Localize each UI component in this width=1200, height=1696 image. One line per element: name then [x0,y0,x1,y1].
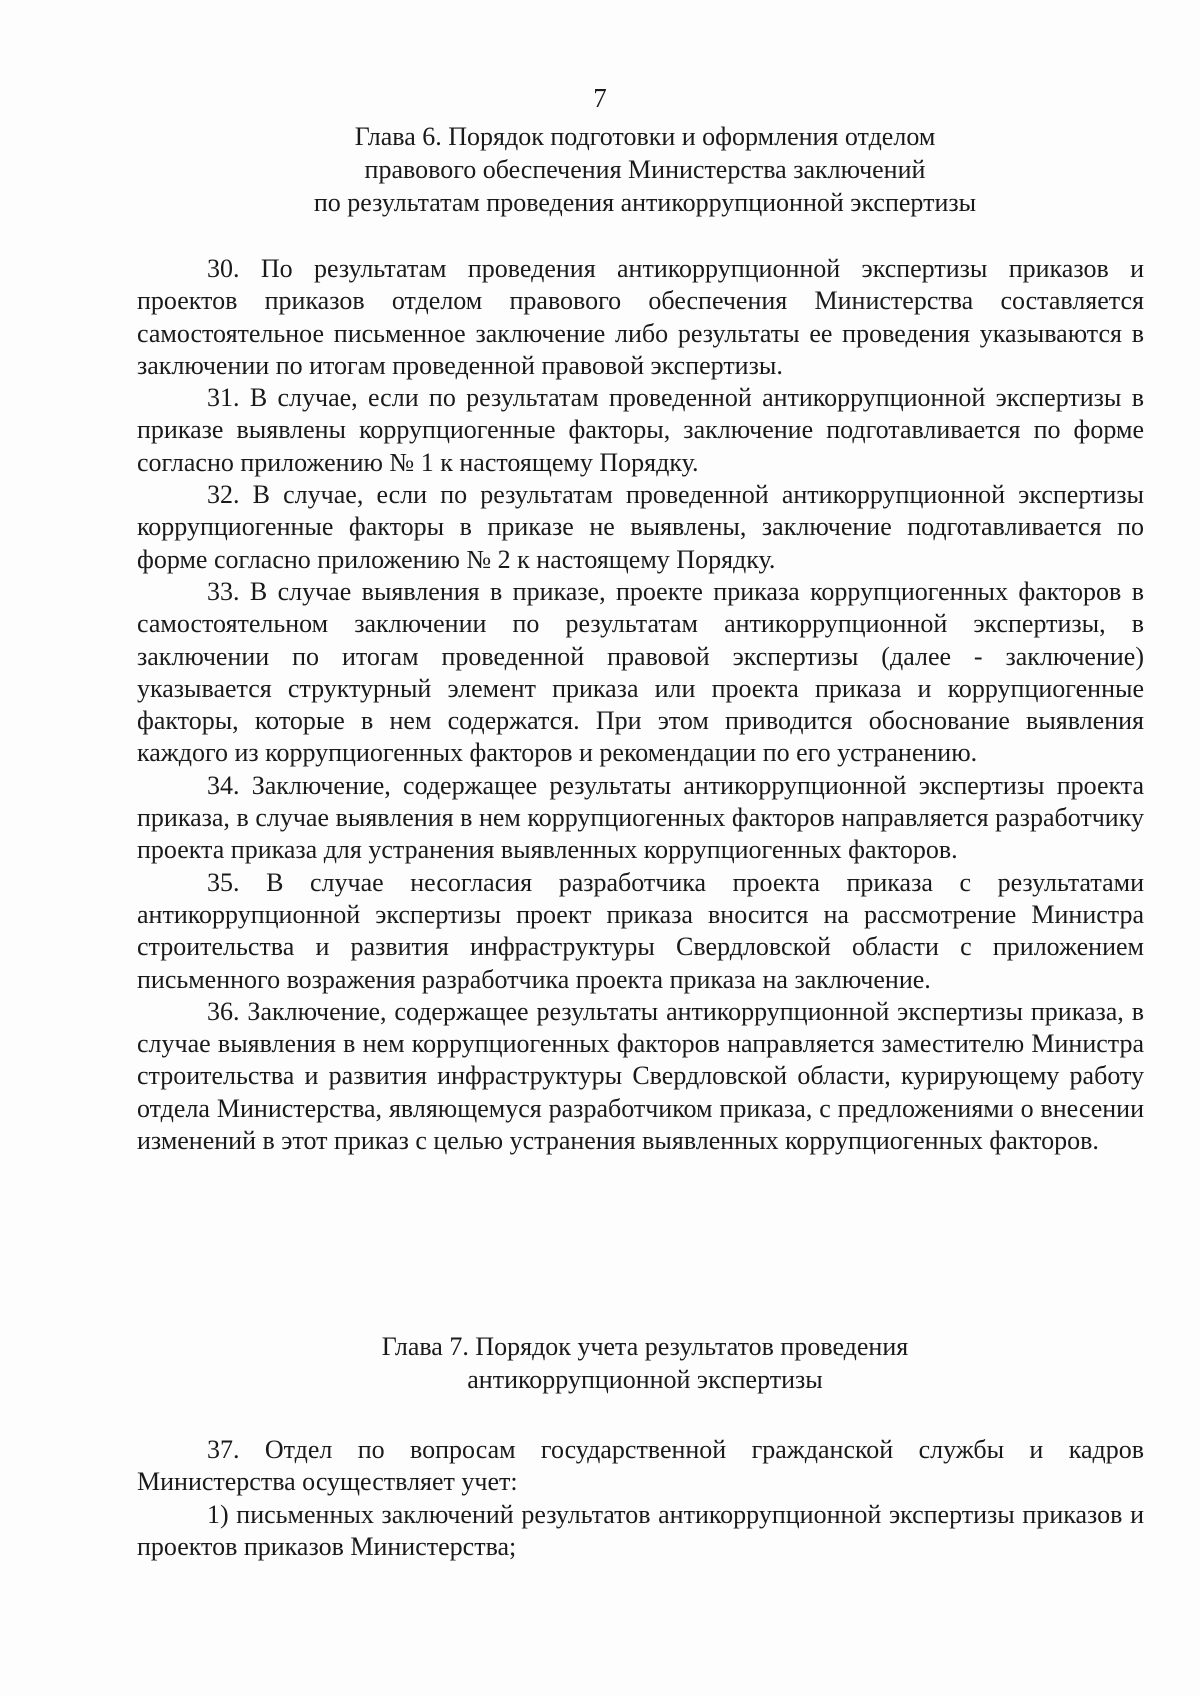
chapter-6-body [137,253,1144,1157]
chapter-6-title-line: правового обеспечения Министерства заключений [364,155,926,184]
paragraph-33: 33. В случае выявления в приказе, проекте приказа коррупциогенных факторов в самостоятельном заключении по результатам антикоррупционной экспертизы, в заключении по итогам проведенной правовой экспертизы (далее - заключение) указывается структурный элемент приказа или проекта приказа и коррупциогенные факторы, которые в нем содержатся. При этом приводится обоснование выявления каждого из коррупциогенных факторов и рекомендации по его устранению. [137,576,1144,768]
chapter-7-body [137,1434,1144,1563]
paragraph-31: 31. В случае, если по результатам проведенной антикоррупционной экспертизы в приказе выявлены коррупциогенные факторы, заключение подготавливается по форме согласно приложению № 1 к настоящему Порядку. [137,383,1144,477]
paragraph-37-item-1: 1) письменных заключений результатов антикоррупционной экспертизы приказов и проектов приказов Министерства; [137,1499,1144,1561]
chapter-7-title-line: антикоррупционной экспертизы [467,1365,823,1394]
chapter-7-title [150,1330,1140,1396]
paragraph-32: 32. В случае, если по результатам проведенной антикоррупционной экспертизы коррупциогенные факторы в приказе не выявлены, заключение подготавливается по форме согласно приложению № 2 к настоящему Порядку. [137,480,1144,574]
chapter-7-title-line: Глава 7. Порядок учета результатов проведения [381,1332,909,1361]
chapter-6-title-line: по результатам проведения антикоррупционной экспертизы [313,188,977,217]
paragraph-37: 37. Отдел по вопросам государственной гражданской службы и кадров Министерства осуществляет учет: [137,1435,1144,1497]
chapter-6-title-line: Глава 6. Порядок подготовки и оформления отделом [354,122,936,151]
chapter-6-title [150,120,1140,219]
page-number: 7 [593,83,607,113]
paragraph-35: 35. В случае несогласия разработчика проекта приказа с результатами антикоррупционной экспертизы проект приказа вносится на рассмотрение Министра строительства и развития инфраструктуры Свердловской области с приложением письменного возражения разработчика проекта приказа на заключение. [137,867,1144,994]
paragraph-30: 30. По результатам проведения антикоррупционной экспертизы приказов и проектов приказов отделом правового обеспечения Министерства составляется самостоятельное письменное заключение либо результаты ее проведения указываются в заключении по итогам проведенной правовой экспертизы. [137,254,1144,380]
paragraph-36: 36. Заключение, содержащее результаты антикоррупционной экспертизы приказа, в случае выявления в нем коррупциогенных факторов направляется заместителю Министра строительства и развития инфраструктуры Свердловской области, курирующему работу отдела Министерства, являющемуся разработчиком приказа, с предложениями о внесении изменений в этот приказ с целью устранения выявленных коррупциогенных факторов. [137,996,1144,1156]
paragraph-34: 34. Заключение, содержащее результаты антикоррупционной экспертизы проекта приказа, в случае выявления в нем коррупциогенных факторов направляется разработчику проекта приказа для устранения выявленных коррупциогенных факторов. [137,770,1144,865]
